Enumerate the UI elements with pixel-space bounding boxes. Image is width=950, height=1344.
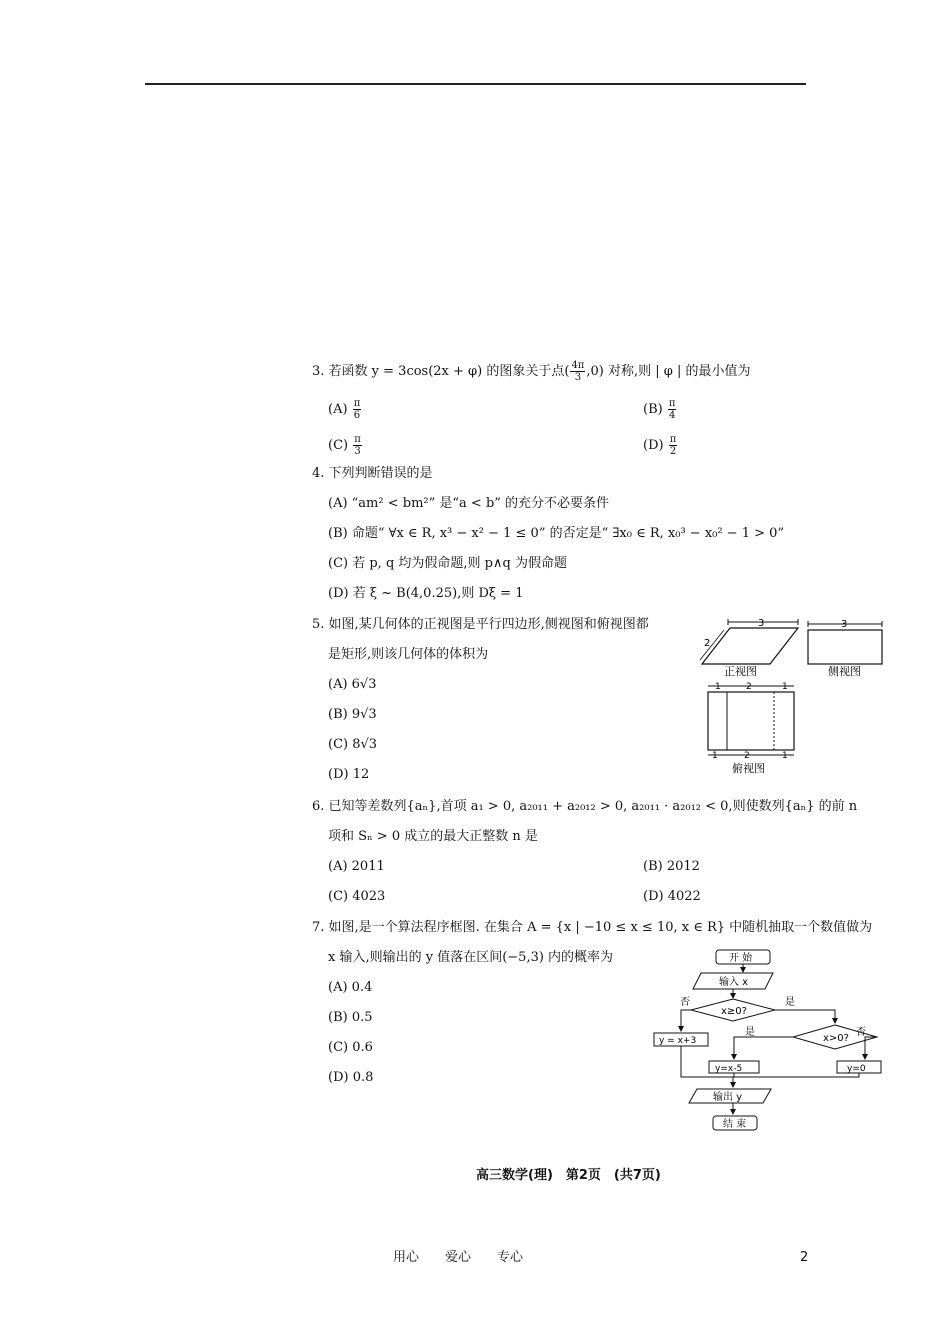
svg-text:2: 2 [704,638,711,649]
svg-text:y=x-5: y=x-5 [715,1064,743,1074]
q5-option-c: (C) 8√3 [328,737,378,752]
svg-text:输出 y: 输出 y [713,1092,743,1103]
q4-option-d: (D) 若 ξ ~ B(4,0.25),则 Dξ = 1 [328,586,524,601]
q7-option-b: (B) 0.5 [328,1010,373,1025]
q5-stem-line2: 是矩形,则该几何体的体积为 [328,647,489,662]
q6-option-d: (D) 4022 [643,889,701,904]
q7-option-c: (C) 0.6 [328,1040,373,1055]
footer-slogan: 用心 爱心 专心 [393,1250,524,1265]
q3-option-c: (C) $\frac{\pi}{3}$ [328,434,361,457]
side-view-label: 侧视图 [828,665,861,678]
front-view-label: 正视图 [724,665,757,678]
page-footer-title: 高三数学(理) 第2页 (共7页) [476,1168,661,1183]
svg-text:1: 1 [712,751,718,761]
q4-stem: 4. 下列判断错误的是 [312,466,433,481]
q4-option-b: (B) 命题“ ∀x ∈ R, x³ − x² − 1 ≤ 0” 的否定是“ ∃x₀ ∈ R, x₀³ − x₀² − 1 > 0” [328,526,785,541]
q7-stem-line2: x 输入,则输出的 y 值落在区间(−5,3) 内的概率为 [328,950,614,965]
q5-option-a: (A) 6√3 [328,677,377,692]
top-view [708,682,794,775]
svg-text:否: 否 [680,997,690,1008]
q6-option-a: (A) 2011 [328,859,385,874]
front-view [700,618,798,678]
q6-stem-line1: 6. 已知等差数列{aₙ},首项 a₁ > 0, a₂₀₁₁ + a₂₀₁₂ > 0, a₂₀₁₁ · a₂₀₁₂ < 0,则使数列{aₙ} 的前 n [312,799,858,814]
page-number: 2 [800,1250,809,1265]
q7-stem-line1: 7. 如图,是一个算法程序框图. 在集合 A = {x | −10 ≤ x ≤ 10, x ∈ R} 中随机抽取一个数值做为 [312,920,873,935]
svg-text:x≥0?: x≥0? [721,1006,747,1017]
q5-stem-line1: 5. 如图,某几何体的正视图是平行四边形,侧视图和俯视图都 [312,617,649,632]
q3-option-d: (D) $\frac{\pi}{2}$ [643,434,677,457]
q5-option-b: (B) 9√3 [328,707,377,722]
top-view-label: 俯视图 [732,762,765,775]
q3-option-b: (B) $\frac{\pi}{4}$ [643,398,676,421]
q4-option-c: (C) 若 p, q 均为假命题,则 p∧q 为假命题 [328,556,567,571]
svg-text:y = x+3: y = x+3 [659,1036,697,1046]
q4-option-a: (A) “am² < bm²” 是“a < b” 的充分不必要条件 [328,496,610,511]
q6-option-c: (C) 4023 [328,889,386,904]
svg-text:x>0?: x>0? [823,1033,849,1044]
side-view [808,619,882,678]
svg-text:1: 1 [782,751,788,761]
q6-option-b: (B) 2012 [643,859,700,874]
q7-flowchart [645,945,895,1135]
q6-stem-line2: 项和 Sₙ > 0 成立的最大正整数 n 是 [328,829,538,844]
svg-text:3: 3 [758,618,765,629]
q3-stem: 3. 若函数 y = 3cos(2x + φ) 的图象关于点( $\frac{4\pi}{3}$ ,0) 对称,则 | φ | 的最小值为 [312,360,751,383]
svg-text:开 始: 开 始 [729,953,753,964]
q5-option-d: (D) 12 [328,767,370,782]
svg-text:y=0: y=0 [847,1064,866,1074]
q7-option-d: (D) 0.8 [328,1070,374,1085]
svg-text:1: 1 [782,682,788,692]
q3-option-a: (A) $\frac{\pi}{6}$ [328,398,361,421]
svg-text:是: 是 [785,997,795,1008]
svg-text:3: 3 [841,619,848,630]
svg-text:2: 2 [744,751,750,761]
svg-text:输入 x: 输入 x [719,977,749,988]
svg-text:是: 是 [745,1027,755,1038]
svg-text:2: 2 [746,682,752,692]
q3-fraction: $\frac{4\pi}{3}$ [571,360,585,383]
svg-text:结 束: 结 束 [723,1119,747,1130]
svg-text:1: 1 [715,682,721,692]
header-rule [145,83,806,85]
q5-three-view-figure [690,612,895,782]
svg-text:否: 否 [856,1027,866,1038]
q7-option-a: (A) 0.4 [328,980,373,995]
